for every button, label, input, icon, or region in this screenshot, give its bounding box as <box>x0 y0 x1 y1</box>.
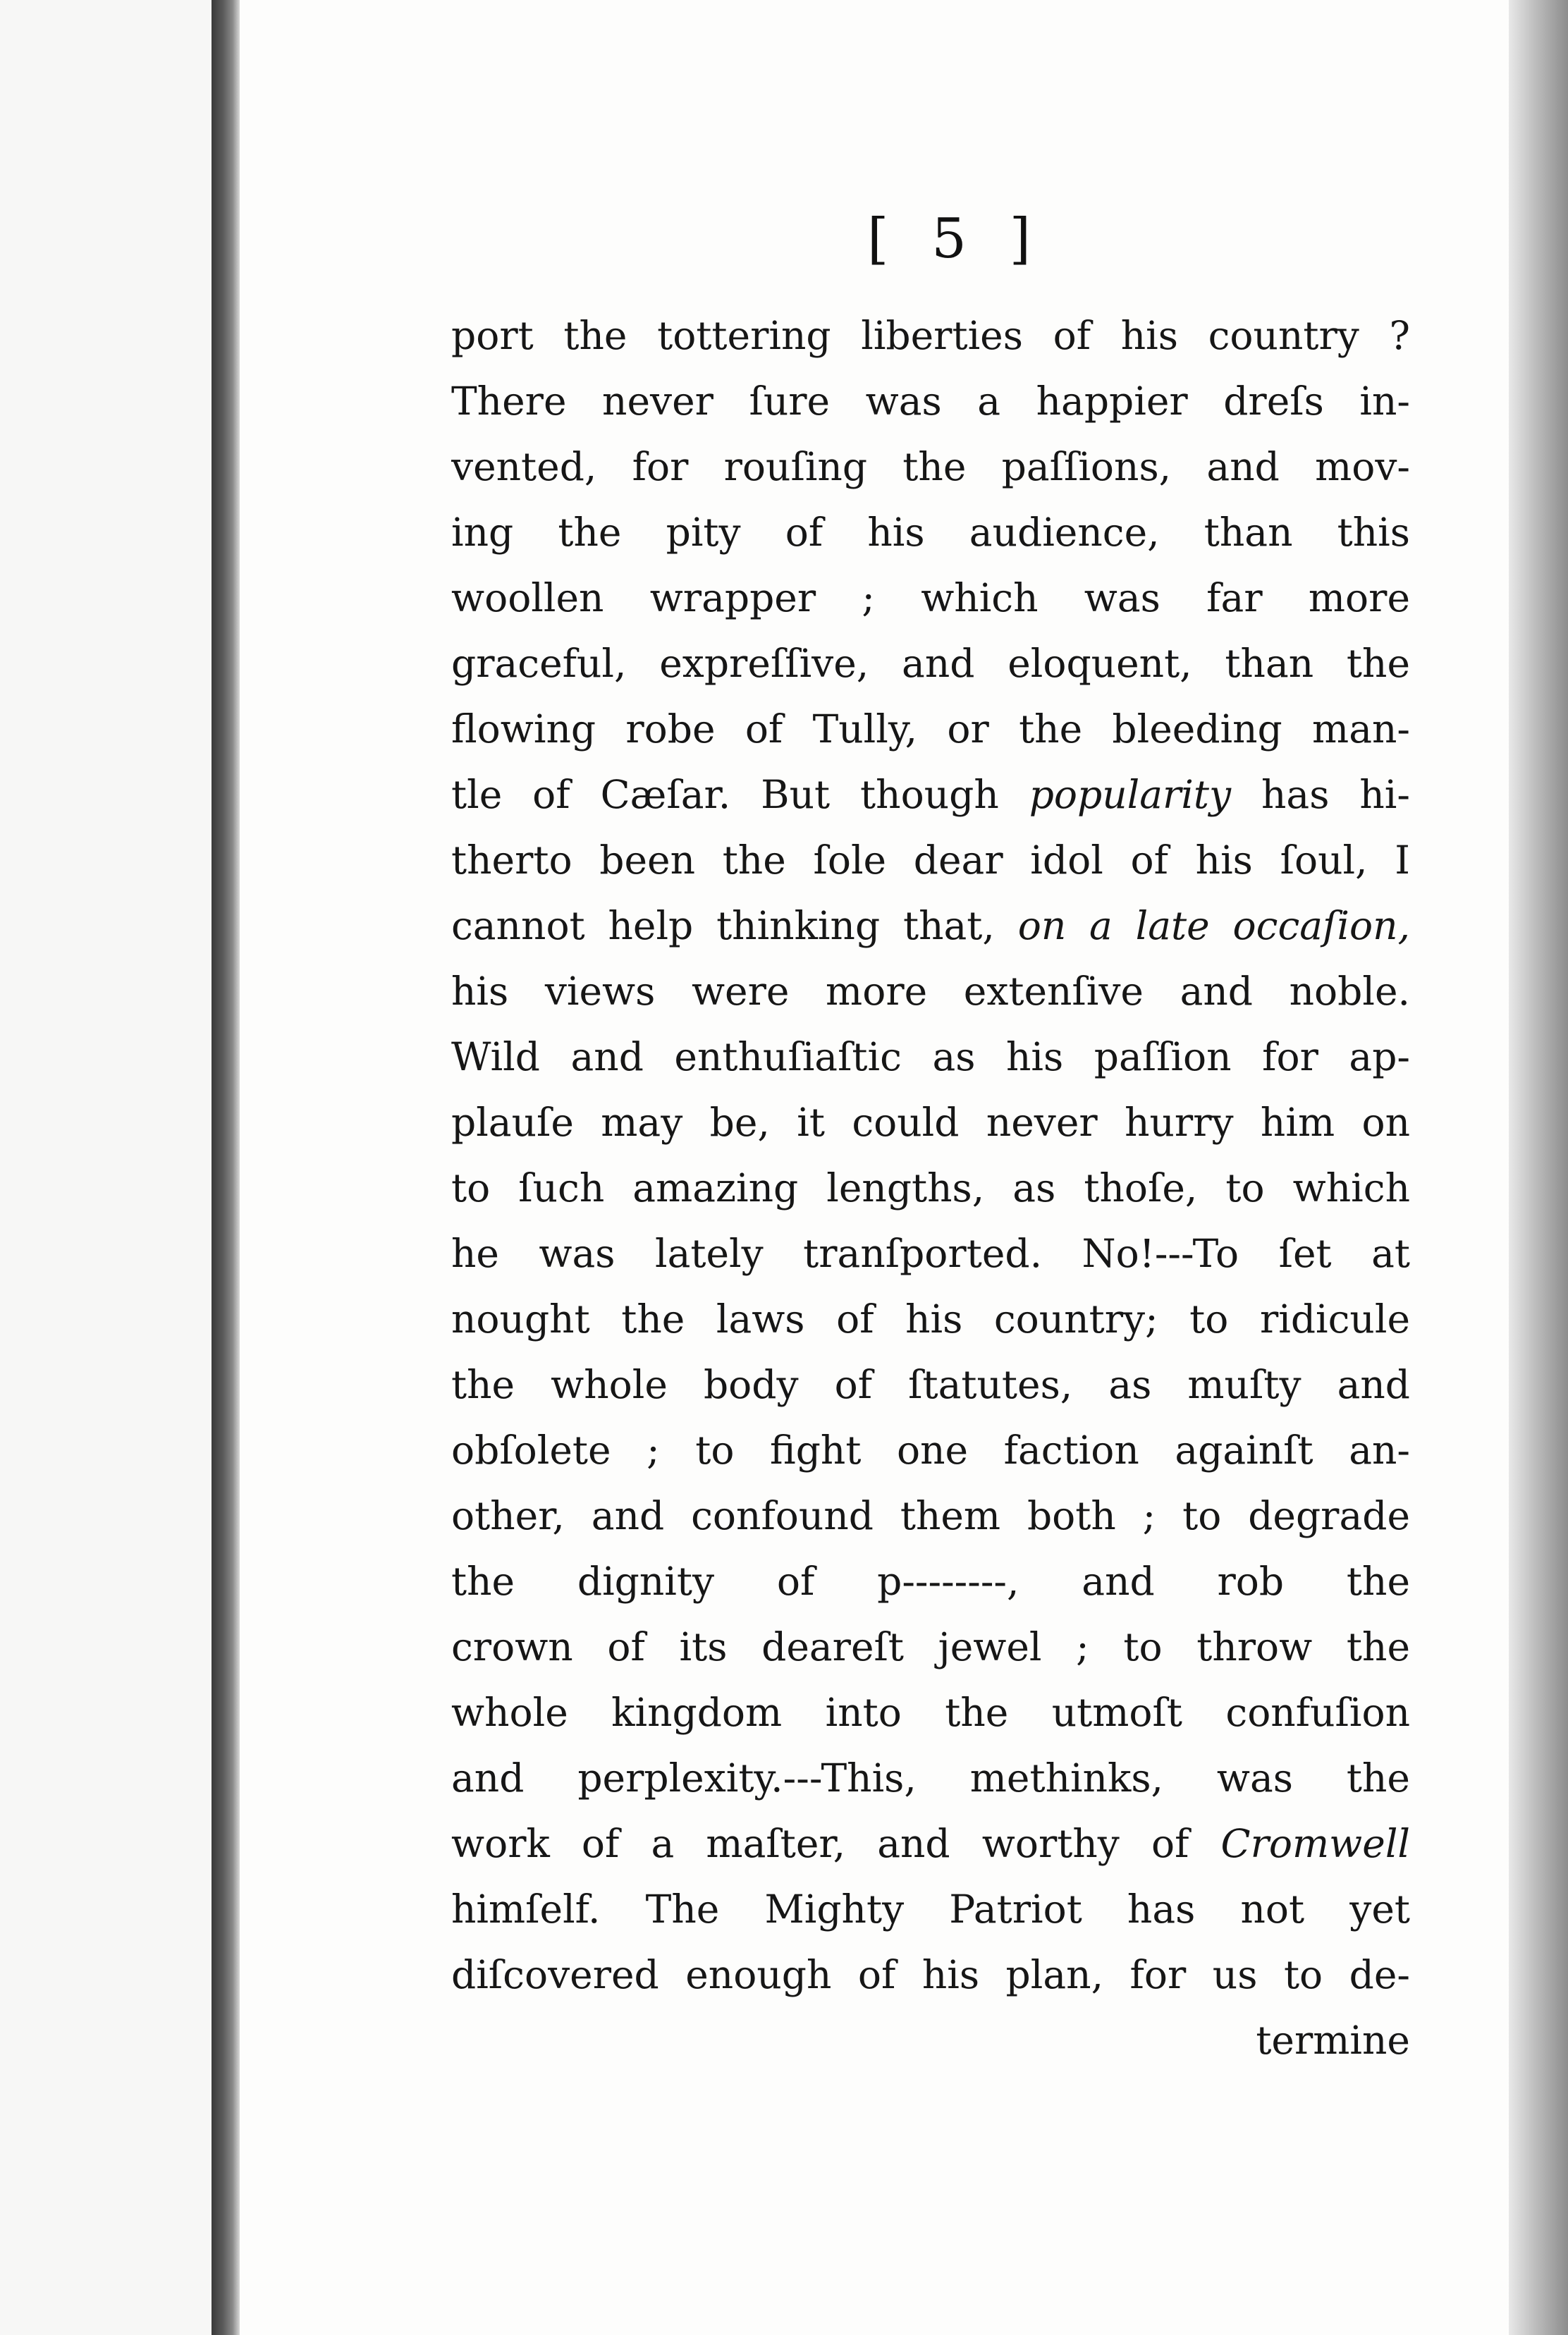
text-line <box>451 697 1410 762</box>
text-segment: vented, for rouſing the paſſions, and mov- <box>451 444 1410 489</box>
text-line <box>451 631 1410 697</box>
text-segment: to ſuch amazing lengths, as thoſe, to which <box>451 1165 1410 1211</box>
text-line <box>451 1942 1410 2008</box>
text-line <box>451 1287 1410 1352</box>
text-line <box>451 369 1410 434</box>
text-segment: has hi- <box>1231 772 1410 817</box>
text-segment: and perplexity.---This, methinks, was the <box>451 1755 1410 1801</box>
text-segment: obſolete ; to fight one faction againſt an- <box>451 1428 1410 1473</box>
italic-text: on a late occaſion, <box>1017 903 1410 948</box>
text-segment: ing the pity of his audience, than this <box>451 510 1410 555</box>
text-line <box>451 1877 1410 1942</box>
text-line <box>451 2008 1410 2073</box>
text-line <box>451 1156 1410 1221</box>
text-line <box>451 1549 1410 1614</box>
book-gutter <box>212 0 240 2335</box>
text-segment: woollen wrapper ; which was far more <box>451 575 1410 620</box>
text-line <box>451 1221 1410 1287</box>
text-segment: the whole body of ſtatutes, as muſty and <box>451 1362 1410 1407</box>
text-segment: himſelf. The Mighty Patriot has not yet <box>451 1887 1410 1932</box>
text-segment: he was lately tranſported. No!---To ſet at <box>451 1231 1410 1276</box>
text-line <box>451 1090 1410 1156</box>
text-segment: crown of its deareſt jewel ; to throw the <box>451 1624 1410 1669</box>
page-edge-shadow <box>1509 0 1568 2335</box>
text-segment: termine <box>1256 2018 1410 2063</box>
text-segment: work of a maſter, and worthy of <box>451 1821 1221 1866</box>
text-segment: port the tottering liberties of his country ? <box>451 313 1410 358</box>
text-segment: graceful, expreſſive, and eloquent, than the <box>451 641 1410 686</box>
text-segment: There never ſure was a happier dreſs in- <box>451 379 1410 424</box>
text-segment: other, and confound them both ; to degrade <box>451 1493 1410 1538</box>
text-segment: cannot help thinking that, <box>451 903 1018 948</box>
text-line <box>451 1418 1410 1483</box>
italic-text: Cromwell <box>1220 1821 1410 1866</box>
text-line <box>451 762 1410 828</box>
text-segment: the dignity of p--------, and rob the <box>451 1559 1410 1604</box>
page-number: [ 5 ] <box>867 207 1044 271</box>
facing-page-blank <box>0 0 212 2335</box>
text-line <box>451 1811 1410 1877</box>
text-segment: diſcovered enough of his plan, for us to de- <box>451 1952 1410 1997</box>
text-segment: therto been the ſole dear idol of his ſoul, I <box>451 838 1410 883</box>
text-segment: his views were more extenſive and noble. <box>451 969 1410 1014</box>
text-line <box>451 893 1410 959</box>
text-line <box>451 1024 1410 1090</box>
italic-text: popularity <box>1029 772 1232 817</box>
page-body-text <box>451 303 1410 2073</box>
text-line <box>451 959 1410 1024</box>
text-segment: plauſe may be, it could never hurry him on <box>451 1100 1410 1145</box>
text-line <box>451 1483 1410 1549</box>
text-line <box>451 434 1410 500</box>
text-line <box>451 565 1410 631</box>
text-line <box>451 303 1410 369</box>
text-line <box>451 828 1410 893</box>
text-segment: flowing robe of Tully, or the bleeding man- <box>451 706 1410 752</box>
text-line <box>451 1746 1410 1811</box>
text-line <box>451 1352 1410 1418</box>
text-line <box>451 1614 1410 1680</box>
text-segment: tle of Cæſar. But though <box>451 772 1029 817</box>
text-line <box>451 1680 1410 1746</box>
text-segment: whole kingdom into the utmoſt confuſion <box>451 1690 1410 1735</box>
text-line <box>451 500 1410 565</box>
text-segment: nought the laws of his country; to ridicule <box>451 1297 1410 1342</box>
text-segment: Wild and enthuſiaſtic as his paſſion for ap- <box>451 1034 1410 1079</box>
